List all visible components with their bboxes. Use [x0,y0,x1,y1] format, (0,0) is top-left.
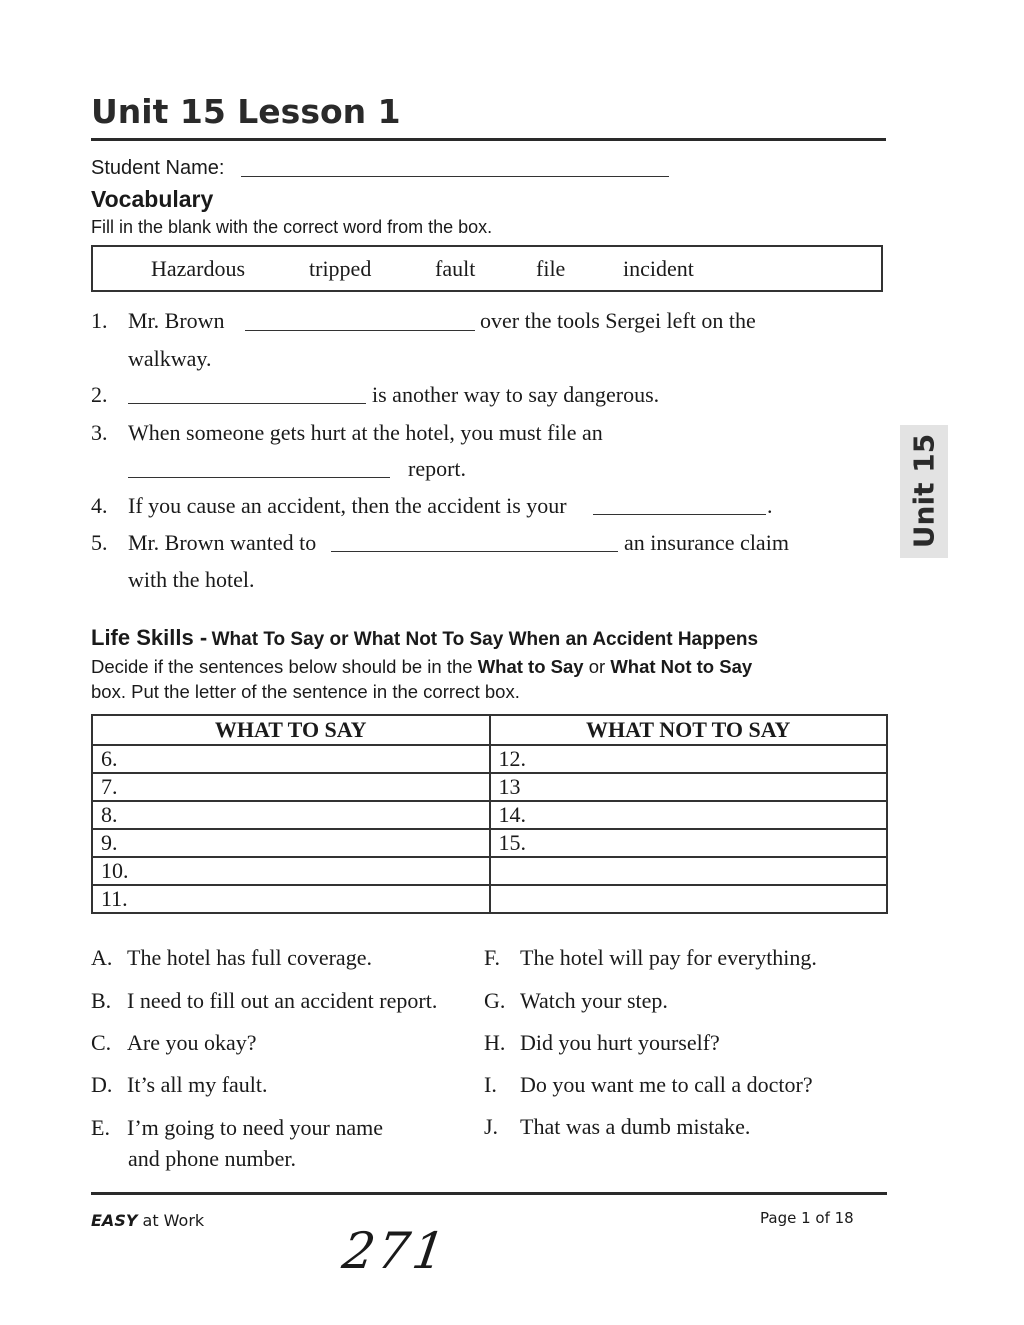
answer-blank[interactable] [593,514,766,515]
table-row [92,773,887,801]
question-number: 3. [91,420,108,445]
question-text: an insurance claim [624,530,789,555]
footer-brand [91,1211,204,1230]
answer-cell[interactable]: 10. [92,857,490,885]
question-text: is another way to say dangerous. [372,382,660,407]
sentence-option [484,1030,720,1056]
answer-cell[interactable]: 6. [92,745,490,773]
question-number: 2. [91,382,108,407]
option-text: Are you okay? [127,1030,257,1055]
life-skills-subtitle: What To Say or What Not To Say When an Accident Happens [211,629,759,650]
option-text: That was a dumb mistake. [520,1114,751,1139]
table-row [92,885,887,913]
handwritten-page-number: 271 [338,1222,452,1280]
sentence-option [484,1072,813,1098]
life-skills-title: Life Skills - [91,625,208,650]
word-bank-item: fault [435,256,476,281]
question-text: report. [408,456,467,481]
answer-cell[interactable] [490,885,888,913]
word-bank-item: tripped [309,256,372,281]
answer-cell[interactable]: 9. [92,829,490,857]
answer-cell[interactable]: 13 [490,773,888,801]
word-bank-item: file [536,256,566,281]
option-letter: D. [91,1072,113,1097]
vocabulary-heading: Vocabulary [91,186,214,212]
table-header-what-to-say: WHAT TO SAY [92,715,490,745]
question-text: . [767,493,773,518]
answer-cell[interactable]: 15. [490,829,888,857]
question-text: When someone gets hurt at the hotel, you must file an [128,420,603,445]
question-text: over the tools Sergei left on the [480,308,756,333]
option-text: Do you want me to call a doctor? [520,1072,813,1097]
vocabulary-instructions: Fill in the blank with the correct word from the box. [91,217,493,237]
option-letter: J. [484,1114,499,1139]
option-text: Watch your step. [520,988,668,1013]
sentence-option [91,1072,268,1098]
table-header-what-not-to-say: WHAT NOT TO SAY [490,715,888,745]
table-row [92,801,887,829]
option-letter: B. [91,988,112,1013]
life-skills-heading [91,625,758,651]
answer-blank[interactable] [128,477,390,478]
question-text: walkway. [128,346,212,371]
page-title: Unit 15 Lesson 1 [91,92,401,131]
table-row [92,745,887,773]
answer-blank[interactable] [245,330,475,331]
sentence-option [484,945,817,971]
sentence-option [484,988,668,1014]
footer-divider [91,1192,887,1195]
question-number: 4. [91,493,108,518]
option-letter: F. [484,945,500,970]
page-indicator: Page 1 of 18 [760,1209,854,1227]
answer-blank[interactable] [128,403,366,404]
instruction-emphasis: What Not to Say [610,656,753,677]
answer-blank[interactable] [331,551,618,552]
instruction-text: Decide if the sentences below should be in the [91,656,478,677]
question-text: Mr. Brown [128,308,225,333]
option-text: I’m going to need your name [127,1115,383,1140]
option-text: I need to fill out an accident report. [127,988,438,1013]
answer-cell[interactable] [490,857,888,885]
student-name-label: Student Name: [91,157,225,179]
student-name-field[interactable] [241,176,669,177]
sort-table [91,714,888,914]
option-letter: I. [484,1072,497,1097]
answer-cell[interactable]: 14. [490,801,888,829]
answer-cell[interactable]: 7. [92,773,490,801]
option-letter: G. [484,988,506,1013]
question-text: If you cause an accident, then the accident is your [128,493,567,518]
option-letter: H. [484,1030,506,1055]
option-letter: E. [91,1115,110,1140]
option-text-continued: and phone number. [128,1146,297,1171]
option-letter: A. [91,945,113,970]
option-text: The hotel will pay for everything. [520,945,817,970]
option-text: The hotel has full coverage. [127,945,372,970]
unit-side-tab-label: Unit 15 [907,433,941,549]
question-text: with the hotel. [128,567,255,592]
sentence-option [91,945,372,971]
instruction-emphasis: What to Say [477,656,584,677]
answer-cell[interactable]: 12. [490,745,888,773]
answer-cell[interactable]: 8. [92,801,490,829]
title-divider [91,138,886,141]
option-letter: C. [91,1030,112,1055]
table-row [92,857,887,885]
answer-cell[interactable]: 11. [92,885,490,913]
brand-suffix: at Work [137,1211,205,1230]
brand-name: EASY [91,1211,138,1230]
question-number: 1. [91,308,108,333]
life-skills-instructions [91,656,752,678]
sentence-option [91,988,437,1014]
question-text: Mr. Brown wanted to [128,530,317,555]
unit-side-tab [900,425,948,558]
option-text: Did you hurt yourself? [520,1030,720,1055]
sentence-option [484,1114,750,1140]
life-skills-instructions-2: box. Put the letter of the sentence in the correct box. [91,681,520,702]
table-row [92,829,887,857]
instruction-text: or [583,656,611,677]
option-text: It’s all my fault. [127,1072,268,1097]
question-number: 5. [91,530,108,555]
word-bank-item: incident [623,256,694,281]
sentence-option [91,1115,383,1141]
sentence-option [91,1030,257,1056]
word-bank-item: Hazardous [151,256,246,281]
